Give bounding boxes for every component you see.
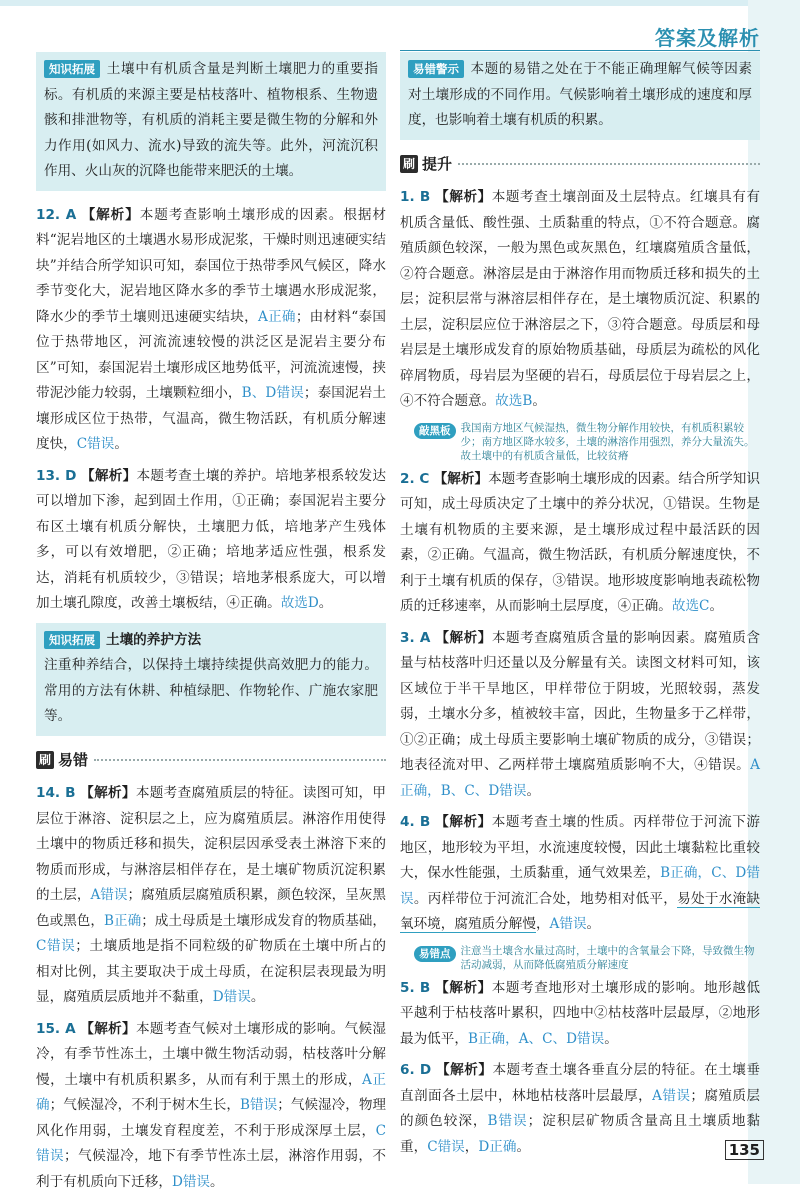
verdict: A错误 (549, 916, 587, 932)
section-title: 易错 (58, 750, 89, 769)
answer-13 (36, 464, 386, 617)
highlighted-text: 易处于水淹缺氧环境，腐殖质分解慢 (400, 890, 761, 932)
verdict: D正确 (478, 1138, 517, 1155)
answer-text: 本题考查影响土壤形成的因素。根据材料“泥岩地区的土壤遇水易形成泥浆，干燥时则迅速硬实结块”并结合所学知识可知，泰国位于热带季风气候区，降水季节变化大，泥岩地区降水多的季节土壤遇水形成泥浆，降水少的季节土壤则迅速硬实结块， (36, 206, 387, 325)
answer-text: ；腐殖质层的颜色较深， (400, 1087, 760, 1129)
answer-text: 。 (114, 436, 128, 452)
verdict: A错误 (90, 887, 128, 903)
answer-text: 。 (532, 393, 546, 409)
analysis-label: 【解析】 (436, 1062, 493, 1078)
page-header-title: 答案及解析 (655, 26, 760, 50)
verdict: 故选C (671, 598, 710, 614)
side-note-2 (414, 944, 760, 972)
answer-text: 本题考查地形对土壤形成的影响。地形越低平越利于枯枝落叶累积，四地中②枯枝落叶层最厚，②地形最为低平， (400, 979, 761, 1047)
answer-5 (400, 976, 760, 1053)
answer-text: 。 (526, 782, 541, 799)
answer-text: 本题考查土壤各垂直分层的特征。在土壤垂直剖面各土层中，林地枯枝落叶层最厚， (400, 1062, 760, 1104)
analysis-label: 【解析】 (80, 785, 136, 801)
question-number: 1. B (400, 189, 431, 205)
answer-text: 。 (586, 916, 601, 932)
analysis-label: 【解析】 (435, 189, 492, 205)
question-number: 14. B (36, 785, 76, 801)
section-title: 提升 (422, 154, 453, 173)
answer-6 (400, 1058, 760, 1160)
note-text: 注意当土壤含水量过高时，土壤中的含氧量会下降，导致微生物活动减弱，从而降低腐殖质分解速度 (460, 944, 755, 971)
verdict: A正确，B、C、D错误 (400, 757, 760, 799)
answer-text: 本题考查腐殖质层的特征。读图可知，甲层位于淋溶、淀积层之上，应为腐殖质层。淋溶作用使得土壤中的物质迁移和损失，淀积层因承受表土淋溶下来的物质而形成，与淋溶层相伴存在，是土壤矿物质沉淀积累的土层， (36, 785, 387, 903)
top-bar (0, 0, 800, 6)
verdict: C错误 (36, 1122, 386, 1164)
question-number: 4. B (400, 814, 431, 830)
question-number: 13. D (36, 467, 77, 484)
answer-text: 。丙样带位于河流汇合处，地势相对低平， (413, 890, 678, 907)
verdict: B、D错误 (241, 385, 304, 401)
answer-text: ；土壤质地是指不同粒级的矿物质在土壤中所占的相对比例，其主要取决于成土母质，在淀积层表现最为明显，腐殖质层质地并不黏重， (36, 938, 387, 1005)
answer-text: ；由材料“泰国位于热带地区，河流流速较慢的洪泛区是泥岩主要分布区”可知，泰国泥岩土壤形成区地势低平，河流流速慢，挟带泥沙能力较弱，土壤颗粒细小， (36, 308, 386, 401)
answer-text: 。 (318, 595, 333, 611)
section-divider (94, 759, 386, 761)
answer-text: 本题考查影响土壤形成的因素。结合所学知识可知，成土母质决定了土壤中的养分状况，①错误。生物是土壤有机物质的主要来源，是土壤形成过程中最活跃的因素，②正确。气温高，微生物活跃，有机质分解速度快，不利于土壤有机质的保存，③错误。地形坡度影响地表疏松物质的迁移速率，从而影响土层厚度，④正确。 (400, 470, 760, 614)
verdict: A正确 (257, 308, 296, 325)
verdict: B正确，A、C、D错误 (467, 1030, 605, 1047)
verdict: 故选D (280, 595, 319, 611)
answer-1 (400, 185, 760, 415)
answer-text: 本题考查土壤剖面及土层特点。红壤具有有机质含量低、酸性强、土质黏重的特点，①不符合题意。腐殖质颜色较深，一般为黑色或灰黑色，红壤腐殖质含量低，②符合题意。淋溶层是由于淋溶作用而物质迁移和损失的土层；淀积层常与淋溶层相伴存在，是土壤物质沉淀、积累的土层，淀积层应位于淋溶层之下，③符合题意。母质层和母岩层是土壤形成发育的原始物质基础，母质层为疏松的风化碎屑物质，母岩层为坚硬的岩石，母质层位于母岩层之上，④不符合题意。 (400, 189, 761, 409)
knowledge-box-1 (36, 52, 386, 191)
answer-text: 本题考查土壤的养护。培地茅根系较发达可以增加下渗，起到固土作用，①正确；泰国泥岩主要分布区土壤有机质分解快，土壤肥力低，培地茅产生残体多，可以有效增肥，②正确；培地茅适应性强，根系发达，消耗有机质较少，③错误；培地茅根系庞大，可以增加土壤孔隙度，改善土壤板结，④正确。 (36, 467, 387, 611)
section-header-errors (36, 748, 386, 774)
question-number: 5. B (400, 979, 431, 996)
knowledge-tag: 知识拓展 (44, 631, 100, 649)
answer-text: 。 (250, 989, 265, 1005)
analysis-label: 【解析】 (435, 979, 492, 996)
answer-3 (400, 626, 760, 805)
note-text: 我国南方地区气候湿热，微生物分解作用较快，有机质积累较少；南方地区降水较多，土壤的淋溶作用强烈，养分大量流失。故土壤中的有机质含量低，比较贫瘠 (460, 421, 755, 462)
answer-text: ；泰国泥岩土壤形成区位于热带，气温高，微生物活跃，有机质分解速度快， (36, 385, 387, 452)
page-number: 135 (725, 1140, 764, 1160)
section-badge: 刷 (400, 155, 418, 173)
answer-text: 本题考查腐殖质含量的影响因素。腐殖质含量与枯枝落叶归还量以及分解量有关。读图文材料可知，该区域位于半干旱地区，甲样带位于阴坡，光照较弱，蒸发弱，土壤水分多，植被较丰富，因此，生物量多于乙样带，①②正确；成土母质主要影响土壤矿物质的成分，③错误；地表径流对甲、乙两样带土壤腐殖质影响不大，④错误。 (400, 629, 760, 773)
warning-box (400, 52, 760, 140)
verdict: B正确 (104, 912, 142, 929)
warning-tag: 易错警示 (408, 60, 464, 78)
question-number: 15. A (36, 1020, 76, 1037)
knowledge-heading: 土壤的养护方法 (106, 631, 202, 648)
question-number: 6. D (400, 1062, 432, 1078)
analysis-label: 【解析】 (433, 470, 489, 487)
answer-15 (36, 1017, 386, 1196)
section-header-advance (400, 152, 760, 178)
right-column (400, 52, 760, 1166)
answer-text: ；气候湿冷，地下有季节性冻土层，淋溶作用弱，不利于有机质向下迁移， (36, 1148, 387, 1190)
verdict: D错误 (171, 1173, 211, 1190)
verdict: B错误 (240, 1097, 278, 1113)
left-column (36, 52, 386, 1201)
answer-text: ；腐殖质层腐殖质积累，颜色较深，呈灰黑色或黑色， (36, 887, 387, 929)
section-divider (458, 163, 760, 165)
question-number: 12. A (36, 206, 77, 223)
answer-14 (36, 781, 386, 1011)
knowledge-text: 注重种养结合，以保持土壤持续提供高效肥力的能力。常用的方法有休耕、种植绿肥、作物轮作、广施农家肥等。 (44, 657, 378, 724)
answer-text: ；气候湿冷，不利于树木生长， (49, 1097, 241, 1113)
note-tag: 敲黑板 (414, 423, 456, 439)
note-tag: 易错点 (414, 946, 456, 962)
answer-text: 本题考查土壤的性质。丙样带位于河流下游地区，地形较为平坦，水流速度较慢，因此土壤黏粒比重较大，保水性能强，土质黏重，通气效果差， (400, 814, 761, 881)
answer-text: ；成土母质是土壤形成发育的物质基础， (141, 912, 386, 929)
analysis-label: 【解析】 (81, 467, 137, 484)
side-note-1 (414, 421, 760, 463)
verdict: 故选B (495, 393, 533, 409)
answer-2 (400, 467, 760, 620)
verdict: B错误 (487, 1113, 528, 1129)
answer-text: ；气候湿冷，物理风化作用弱，土壤发育程度差，不利于形成深厚土层， (36, 1097, 387, 1139)
question-number: 3. A (400, 629, 431, 646)
verdict: D错误 (212, 989, 251, 1005)
verdict: C错误 (427, 1138, 465, 1155)
answer-text: ， (464, 1138, 479, 1155)
section-badge: 刷 (36, 751, 54, 769)
answer-text: 。 (709, 598, 724, 614)
verdict: A错误 (652, 1087, 691, 1104)
analysis-label: 【解析】 (80, 1020, 136, 1037)
analysis-label: 【解析】 (435, 814, 492, 830)
verdict: C错误 (76, 436, 115, 452)
knowledge-box-2 (36, 623, 386, 736)
verdict: B正确，C、D错误 (400, 865, 760, 907)
answer-text: 。 (516, 1138, 531, 1155)
knowledge-tag: 知识拓展 (44, 60, 100, 78)
verdict: C错误 (36, 938, 76, 954)
answer-4 (400, 810, 760, 938)
question-number: 2. C (400, 470, 430, 487)
analysis-label: 【解析】 (81, 206, 140, 223)
answer-text: 本题考查气候对土壤形成的影响。气候湿冷，有季节性冻土，土壤中微生物活动弱，枯枝落叶分解慢，土壤中有机质积累多，从而有利于黑土的形成， (36, 1020, 386, 1088)
knowledge-text: 土壤中有机质含量是判断土壤肥力的重要指标。有机质的来源主要是枯枝落叶、植物根系、生物遗骸和排泄物等，有机质的消耗主要是微生物的分解和外力作用(如风力、流水)导致的流失等。此外，河流沉积作用、火山灰的沉降也能带来肥沃的土壤。 (44, 61, 378, 179)
header-rule (400, 50, 760, 51)
answer-text: 。 (604, 1030, 618, 1047)
verdict: A正确 (36, 1071, 386, 1113)
answer-text: ；淀积层矿物质含量高且土壤质地黏重， (400, 1113, 760, 1155)
analysis-label: 【解析】 (435, 629, 492, 646)
answer-text: ， (535, 916, 550, 932)
answer-text: 。 (210, 1173, 224, 1190)
warning-text: 本题的易错之处在于不能正确理解气候等因素对土壤形成的不同作用。气候影响着土壤形成的速度和厚度，也影响着土壤有机质的积累。 (408, 61, 752, 128)
answer-12 (36, 203, 386, 458)
